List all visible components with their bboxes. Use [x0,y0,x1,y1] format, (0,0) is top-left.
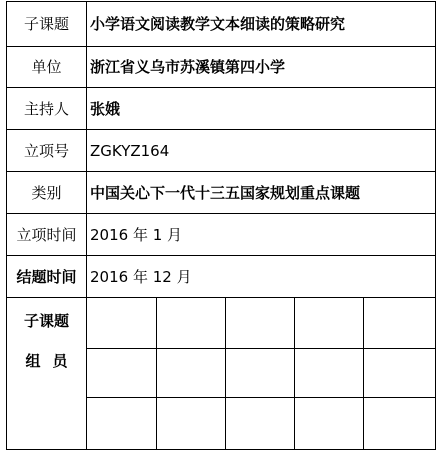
member-cell[interactable] [157,349,226,398]
row-project-number [7,130,436,172]
members-label-line1: 子课题 [23,312,69,330]
member-cell[interactable] [87,298,157,349]
member-cell[interactable] [295,349,364,398]
host-label: 主持人 [7,88,87,130]
member-cell[interactable] [87,398,157,450]
row-start-date [7,214,436,256]
row-subproject [7,2,436,47]
member-cell[interactable] [157,298,226,349]
member-cell[interactable] [295,298,364,349]
member-cell[interactable] [226,349,295,398]
project-number-label: 立项号 [7,130,87,172]
category-label: 类别 [7,172,87,214]
member-cell[interactable] [364,349,436,398]
member-cell[interactable] [157,398,226,450]
category-value: 中国关心下一代十三五国家规划重点课题 [87,172,436,214]
members-label-line2: 组员 [25,352,80,370]
member-cell[interactable] [226,298,295,349]
member-cell[interactable] [295,398,364,450]
project-number-value: ZGKYZ164 [87,130,436,172]
start-date-label: 立项时间 [7,214,87,256]
subproject-label: 子课题 [7,2,87,47]
member-row-1 [7,298,436,349]
end-date-label: 结题时间 [7,256,87,298]
member-cell[interactable] [87,349,157,398]
row-end-date [7,256,436,298]
subproject-value: 小学语文阅读教学文本细读的策略研究 [87,2,436,47]
row-host [7,88,436,130]
unit-value: 浙江省义乌市苏溪镇第四小学 [87,47,436,88]
project-info-table [6,1,436,450]
row-unit [7,47,436,88]
start-date-value: 2016 年 1 月 [87,214,436,256]
host-value: 张娥 [87,88,436,130]
member-cell[interactable] [226,398,295,450]
row-category [7,172,436,214]
member-cell[interactable] [364,298,436,349]
member-cell[interactable] [364,398,436,450]
unit-label: 单位 [7,47,87,88]
members-label [7,298,87,450]
end-date-value: 2016 年 12 月 [87,256,436,298]
